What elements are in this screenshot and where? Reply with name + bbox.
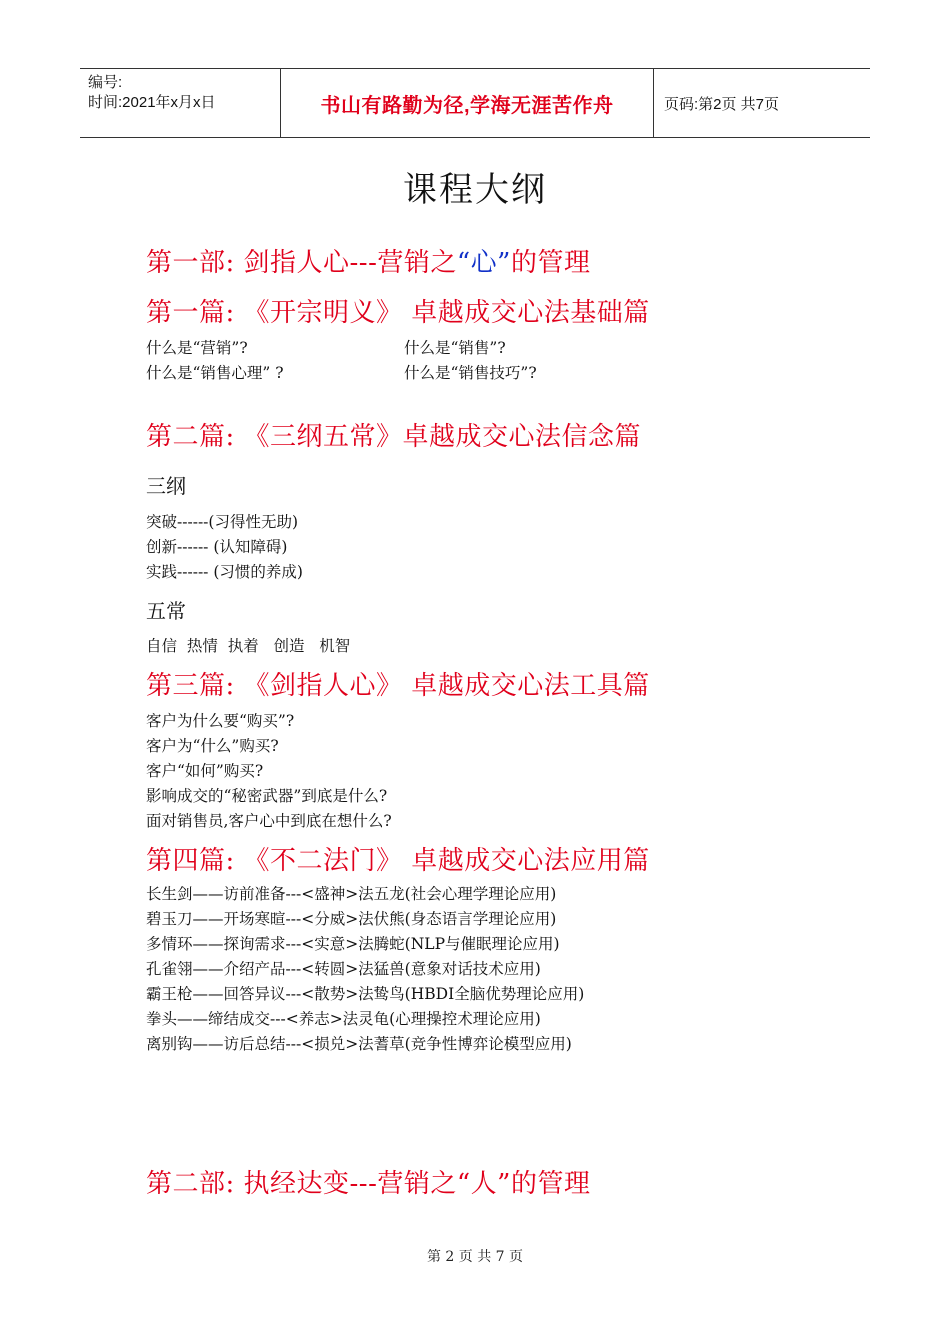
sangang-item: 创新------ (认知障碍) [146, 538, 288, 556]
chapter1-question: 什么是“销售技巧”? [404, 364, 537, 382]
chapter1-heading: 第一篇: 《开宗明义》 卓越成交心法基础篇 [146, 298, 650, 328]
header-meta [80, 69, 280, 137]
wuchang-label: 五常 [146, 599, 186, 623]
chapter4-item: 长生剑——访前准备---<盛神>法五龙(社会心理学理论应用) [146, 885, 557, 903]
part1-prefix: 第一部: 剑指人心---营销之 [146, 248, 457, 278]
chapter4-item: 孔雀翎——介绍产品---<转圆>法猛兽(意象对话技术应用) [146, 960, 541, 978]
chapter4-item: 拳头——缔结成交---<养志>法灵龟(心理操控术理论应用) [146, 1010, 541, 1028]
chapter3-item: 客户为什么要“购买”? [146, 712, 295, 730]
chapter1-question: 什么是“销售心理” ? [146, 364, 284, 382]
header-table [80, 68, 870, 138]
sangang-item: 突破------(习得性无助) [146, 513, 299, 531]
chapter1-question: 什么是“销售”? [404, 339, 506, 357]
header-page-info: 页码:第2页 共7页 [664, 95, 780, 113]
chapter3-item: 客户为“什么”购买? [146, 737, 279, 755]
sangang-item: 实践------ (习惯的养成) [146, 563, 303, 581]
chapter3-item: 影响成交的“秘密武器”到底是什么? [146, 787, 388, 805]
date-label: 时间:2021年x月x日 [88, 94, 216, 111]
chapter3-item: 面对销售员,客户心中到底在想什么? [146, 812, 392, 830]
wuchang-items: 自信 热情 执着 创造 机智 [146, 637, 351, 655]
chapter2-heading: 第二篇: 《三纲五常》卓越成交心法信念篇 [146, 422, 642, 452]
chapter4-item: 多情环——探询需求---<实意>法腾蛇(NLP与催眠理论应用) [146, 935, 560, 953]
sangang-label: 三纲 [146, 474, 186, 498]
page-title: 课程大纲 [403, 170, 547, 210]
chapter4-item: 离别钩——访后总结---<损兑>法蓍草(竞争性博弈论模型应用) [146, 1035, 572, 1053]
part2-heading: 第二部: 执经达变---营销之“人”的管理 [146, 1169, 591, 1199]
header-motto: 书山有路勤为径,学海无涯苦作舟 [280, 69, 654, 137]
chapter1-question: 什么是“营销”? [146, 339, 248, 357]
part1-highlight: “心” [456, 248, 511, 278]
chapter3-heading: 第三篇: 《剑指人心》 卓越成交心法工具篇 [146, 671, 650, 701]
chapter4-item: 碧玉刀——开场寒暄---<分威>法伏熊(身态语言学理论应用) [146, 910, 557, 928]
page-footer: 第 2 页 共 7 页 [426, 1249, 524, 1265]
chapter4-item: 霸王枪——回答异议---<散势>法鸷鸟(HBDI全脑优势理论应用) [146, 985, 585, 1003]
part1-suffix: 的管理 [510, 248, 591, 278]
number-label: 编号: [88, 74, 123, 91]
part1-heading [146, 242, 591, 279]
chapter3-item: 客户“如何”购买? [146, 762, 264, 780]
chapter4-heading: 第四篇: 《不二法门》 卓越成交心法应用篇 [146, 846, 650, 876]
